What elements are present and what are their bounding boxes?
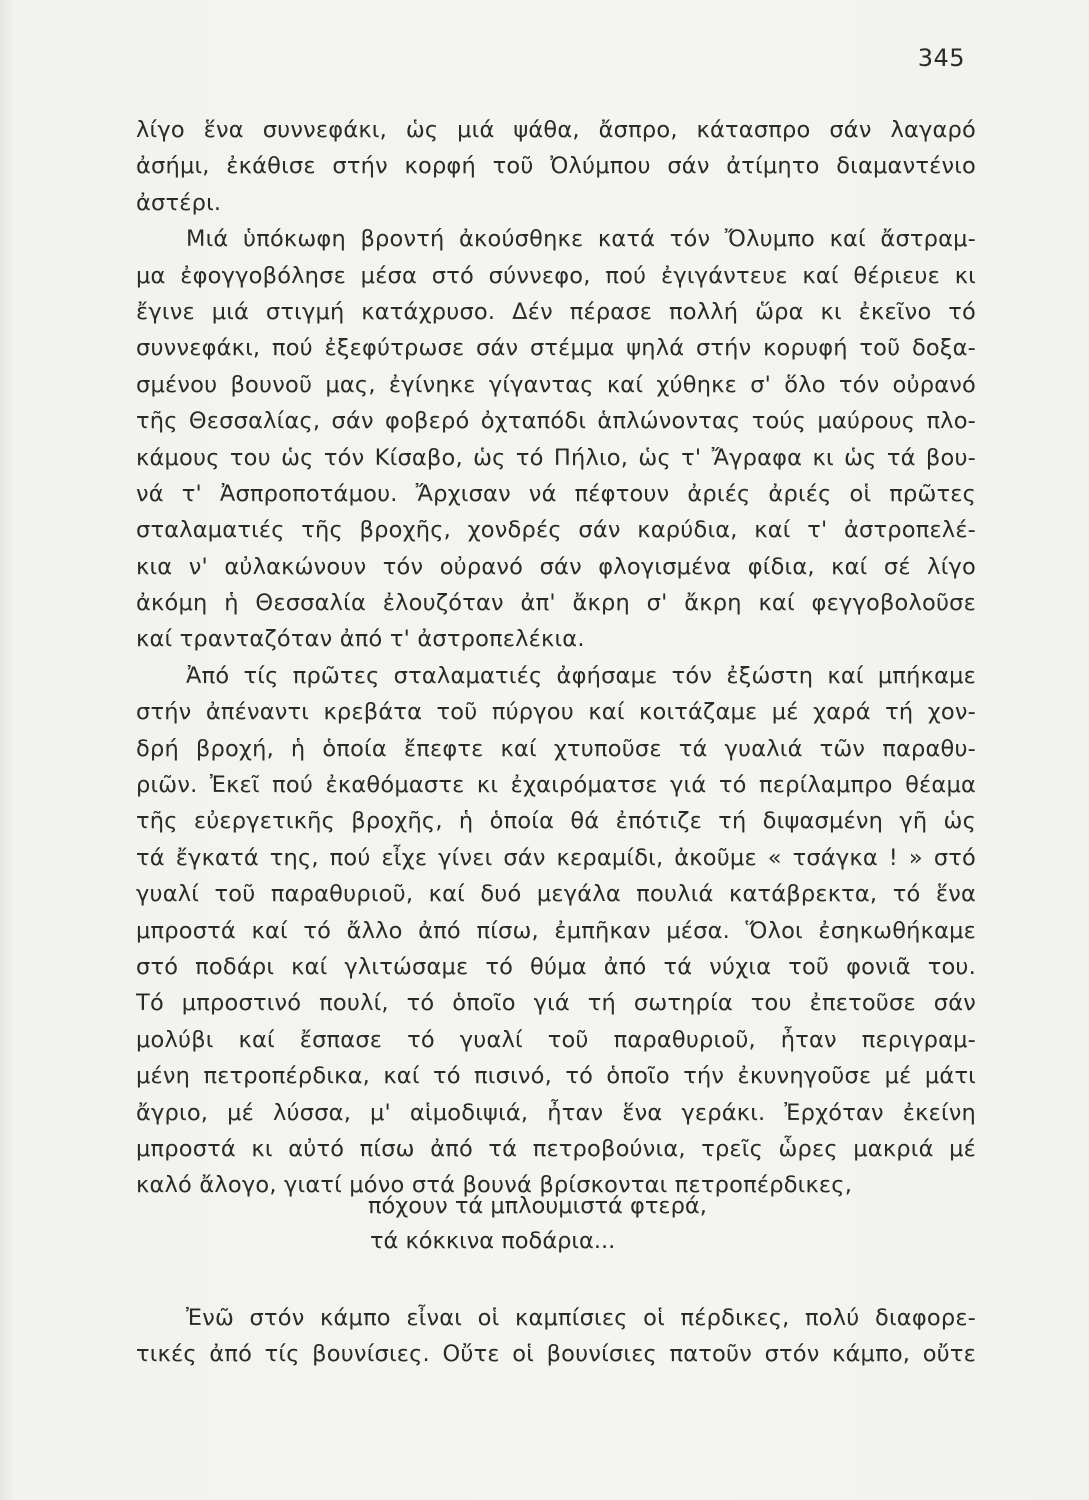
text-line: καλό ἄλογο, γιατί μόνο στά βουνά βρίσκονται πετροπέρδικες, [136,1172,853,1199]
text-line: Μιά ὑπόκωφη βροντή ἀκούσθηκε κατά τόν Ὄλυμπο καί ἄστραμ- [186,226,976,253]
text-line: σμένου βουνοῦ μας, ἐγίνηκε γίγαντας καί χύθηκε σ' ὅλο τόν οὐρανό [136,371,976,398]
text-line: Τό μπροστινό πουλί, τό ὁποῖο γιά τή σωτηρία του ἐπετοῦσε σάν [136,990,976,1017]
text-line: τῆς Θεσσαλίας, σάν φοβερό ὀχταπόδι ἁπλώνοντας τούς μαύρους πλο- [136,408,976,435]
text-line: καί τρανταζόταν ἀπό τ' ἀστροπελέκια. [136,626,585,653]
text-line: γυαλί τοῦ παραθυριοῦ, καί δυό μεγάλα πουλιά κατάβρεκτα, τό ἕνα [136,881,976,908]
text-line: κάμους του ὡς τόν Κίσαβο, ὡς τό Πήλιο, ὡς τ' Ἄγραφα κι ὡς τά βου- [136,444,976,471]
text-line: ἀστέρι. [136,189,222,216]
text-line: λίγο ἕνα συννεφάκι, ὡς μιά ψάθα, ἄσπρο, κάτασπρο σάν λαγαρό [136,117,976,143]
continuation-text-block [136,1300,976,1373]
text-line: κια ν' αὐλακώνουν τόν οὐρανό σάν φλογισμένα φίδια, καί σέ λίγο [136,553,976,580]
text-line: μα ἐφογγοβόλησε μέσα στό σύννεφο, πού ἐγιγάντευε καί θέριευε κι [136,262,976,289]
text-line: Ἐνῶ στόν κάμπο εἶναι οἱ καμπίσιες οἱ πέρδικες, πολύ διαφορε- [186,1305,976,1331]
text-line: μπροστά καί τό ἄλλο ἀπό πίσω, ἐμπῆκαν μέσα. Ὅλοι ἐσηκωθήκαμε [136,917,976,944]
text-line: τῆς εὐεργετικῆς βροχῆς, ἡ ὁποία θά ἐπότιζε τή διψασμένη γῆ ὡς [136,808,976,835]
text-line: τικές ἀπό τίς βουνίσιες. Οὔτε οἱ βουνίσιες πατοῦν στόν κάμπο, οὔτε [136,1341,976,1368]
text-line: ἄγριο, μέ λύσσα, μ' αἱμοδιψιά, ἦταν ἕνα γεράκι. Ἐρχόταν ἐκείνη [136,1099,976,1126]
text-line: δρή βροχή, ἡ ὁποία ἔπεφτε καί χτυποῦσε τά γυαλιά τῶν παραθυ- [136,735,976,762]
text-line: τά ἔγκατά της, πού εἶχε γίνει σάν κεραμίδι, ἀκοῦμε « τσάγκα ! » στό [136,844,976,871]
verse-line: τά κόκκινα ποδάρια... [370,1228,616,1254]
text-line: στήν ἀπέναντι κρεβάτα τοῦ πύργου καί κοιτάζαμε μέ χαρά τή χον- [136,699,976,726]
text-line: ριῶν. Ἐκεῖ πού ἐκαθόμαστε κι ἐχαιρόματσε γιά τό περίλαμπρο θέαμα [136,772,976,799]
text-line: Ἀπό τίς πρῶτες σταλαματιές ἀφήσαμε τόν ἐξώστη καί μπήκαμε [186,662,976,689]
main-text-block [136,112,976,1204]
text-line: ἀκόμη ἡ Θεσσαλία ἐλουζόταν ἀπ' ἄκρη σ' ἄκρη καί φεγγοβολοῦσε [136,590,976,617]
text-line: ἀσήμι, ἐκάθισε στήν κορφή τοῦ Ὀλύμπου σάν ἀτίμητο διαμαντένιο [136,153,976,180]
text-line: νά τ' Ἀσπροποτάμου. Ἄρχισαν νά πέφτουν ἀριές ἀριές οἱ πρῶτες [136,480,976,507]
page-number: 345 [917,44,965,72]
text-line: μένη πετροπέρδικα, καί τό πισινό, τό ὁποῖο τήν ἐκυνηγοῦσε μέ μάτι [136,1063,976,1090]
text-line: συννεφάκι, πού ἐξεφύτρωσε σάν στέμμα ψηλά στήν κορυφή τοῦ δοξα- [136,335,976,362]
text-line: σταλαματιές τῆς βροχῆς, χονδρές σάν καρύδια, καί τ' ἀστροπελέ- [136,517,976,544]
text-line: μολύβι καί ἔσπασε τό γυαλί τοῦ παραθυριοῦ, ἦταν περιγραμ- [136,1026,976,1053]
text-line: ἔγινε μιά στιγμή κατάχρυσο. Δέν πέρασε πολλή ὥρα κι ἐκεῖνο τό [136,298,976,325]
verse-line: πόχουν τά μπλουμιστά φτερά, [368,1193,707,1219]
text-line: στό ποδάρι καί γλιτώσαμε τό θύμα ἀπό τά νύχια τοῦ φονιᾶ του. [136,953,976,980]
text-line: μπροστά κι αὐτό πίσω ἀπό τά πετροβούνια, τρεῖς ὧρες μακριά μέ [136,1135,976,1162]
